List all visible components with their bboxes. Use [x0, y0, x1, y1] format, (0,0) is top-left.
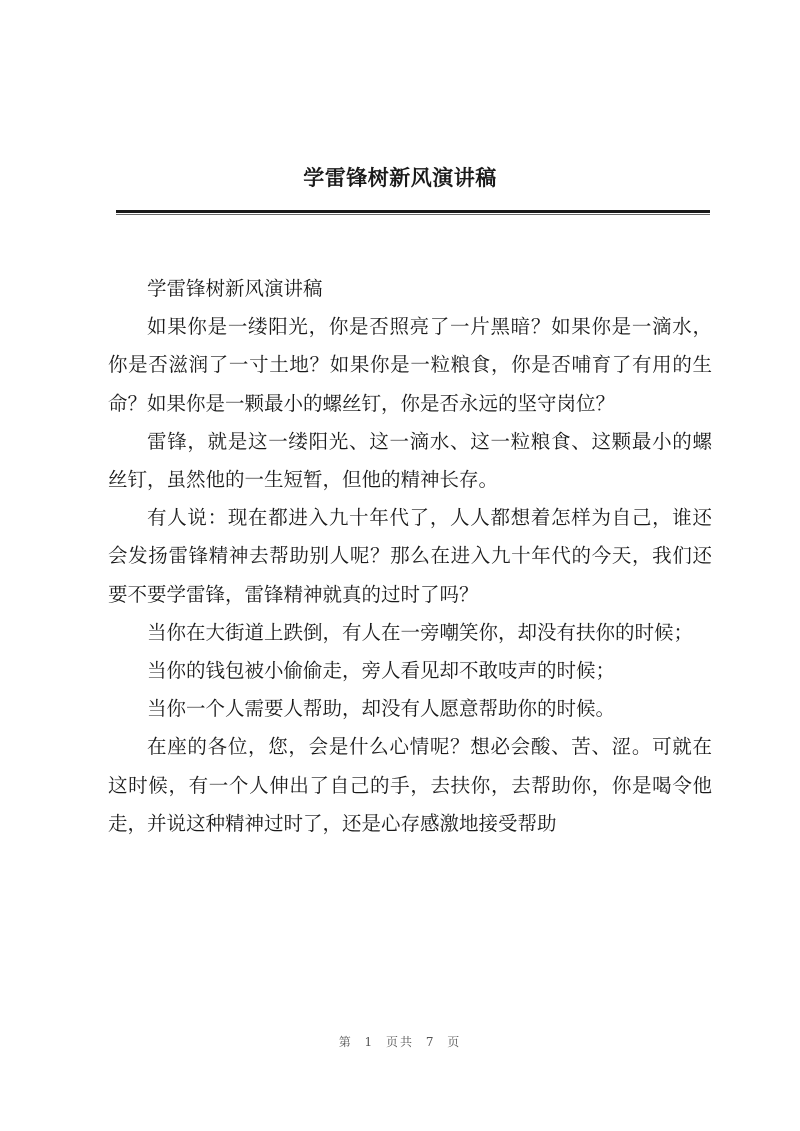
body-paragraph: 当你的钱包被小偷偷走，旁人看见却不敢吱声的时候； [147, 659, 616, 683]
body-paragraph: 学雷锋树新风演讲稿 [147, 277, 323, 300]
body-paragraph: 雷锋，就是这一缕阳光、这一滴水、这一粒粮食、这颗最小的螺丝钉，虽然他的一生短暂，但他的精神长存。 [108, 429, 712, 492]
page-number-footer: 第 1 页共 7 页 [338, 1035, 462, 1049]
body-paragraph: 如果你是一缕阳光，你是否照亮了一片黑暗？如果你是一滴水，你是否滋润了一寸土地？如果你是一粒粮食，你是否哺育了有用的生命？如果你是一颗最小的螺丝钉，你是否永远的坚守岗位？ [108, 315, 712, 415]
page-header-title: 学雷锋树新风演讲稿 [303, 165, 497, 190]
body-paragraph: 在座的各位，您，会是什么心情呢？想必会酸、苦、涩。可就在这时候，有一个人伸出了自己的手，去扶你，去帮助你，你是喝令他走，并说这种精神过时了，还是心存感激地接受帮助 [108, 735, 712, 835]
header-divider-thin [116, 214, 710, 215]
body-paragraph: 有人说：现在都进入九十年代了，人人都想着怎样为自己，谁还会发扬雷锋精神去帮助别人呢？那么在进入九十年代的今天，我们还要不要学雷锋，雷锋精神就真的过时了吗？ [108, 506, 712, 606]
body-paragraph: 当你一个人需要人帮助，却没有人愿意帮助你的时候。 [147, 697, 616, 721]
document-body [108, 270, 712, 843]
body-paragraph: 当你在大街道上跌倒，有人在一旁嘲笑你，却没有扶你的时候； [147, 620, 694, 644]
header-divider [116, 210, 710, 213]
